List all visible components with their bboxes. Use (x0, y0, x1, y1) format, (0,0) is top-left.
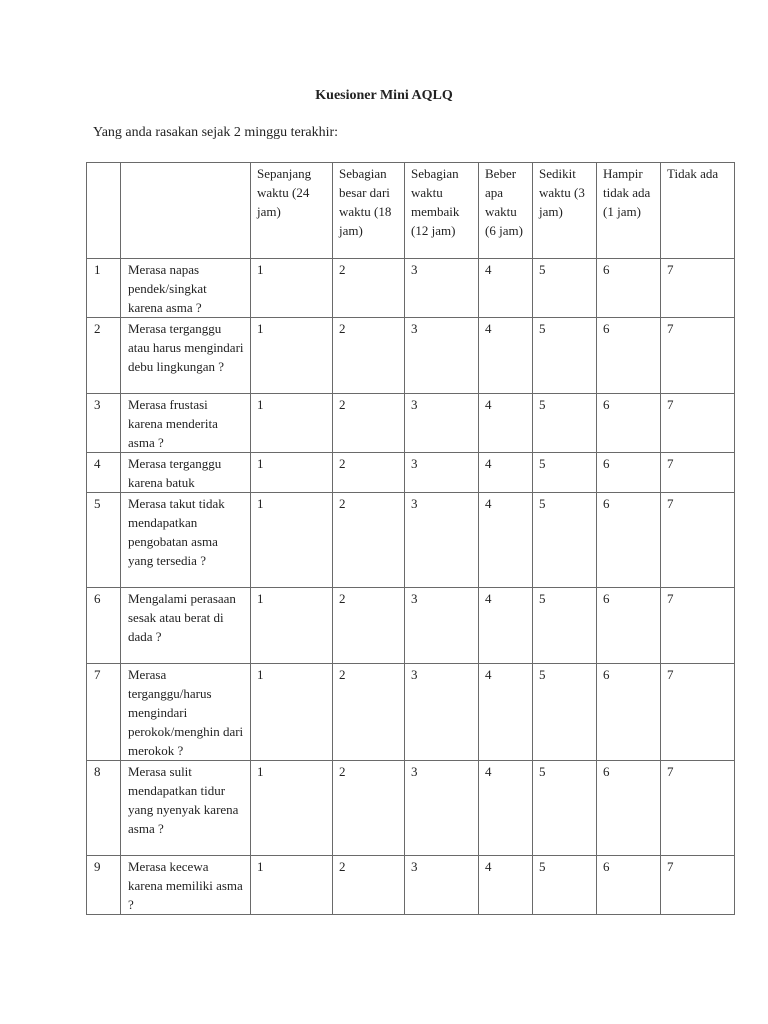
header-cell: Sebagian waktu membaik (12 jam) (405, 163, 479, 259)
score-option[interactable]: 4 (479, 259, 533, 318)
score-option[interactable]: 6 (597, 394, 661, 453)
item-question: Merasa terganggu karena batuk (121, 453, 251, 493)
table-row (87, 259, 735, 318)
score-option[interactable]: 2 (333, 588, 405, 664)
instruction-text: Yang anda rasakan sejak 2 minggu terakhir: (93, 125, 339, 140)
score-option[interactable]: 6 (597, 664, 661, 761)
score-option[interactable]: 6 (597, 493, 661, 588)
score-option[interactable]: 5 (533, 493, 597, 588)
score-option[interactable]: 2 (333, 761, 405, 856)
score-option[interactable]: 4 (479, 493, 533, 588)
item-question: Merasa terganggu/harus mengindari perokok/menghin dari merokok ? (121, 664, 251, 761)
item-number: 8 (87, 761, 121, 856)
header-cell: Hampir tidak ada (1 jam) (597, 163, 661, 259)
questionnaire-body (87, 163, 735, 915)
score-option[interactable]: 4 (479, 394, 533, 453)
item-number: 6 (87, 588, 121, 664)
score-option[interactable]: 2 (333, 856, 405, 915)
header-cell: Sepanjang waktu (24 jam) (251, 163, 333, 259)
score-option[interactable]: 5 (533, 259, 597, 318)
header-cell: Tidak ada (661, 163, 735, 259)
item-number: 4 (87, 453, 121, 493)
score-option[interactable]: 7 (661, 394, 735, 453)
score-option[interactable]: 7 (661, 664, 735, 761)
score-option[interactable]: 5 (533, 856, 597, 915)
score-option[interactable]: 7 (661, 259, 735, 318)
score-option[interactable]: 5 (533, 588, 597, 664)
item-number: 2 (87, 318, 121, 394)
score-option[interactable]: 6 (597, 761, 661, 856)
item-number: 1 (87, 259, 121, 318)
table-row (87, 493, 735, 588)
header-row (87, 163, 735, 259)
score-option[interactable]: 1 (251, 394, 333, 453)
score-option[interactable]: 2 (333, 453, 405, 493)
score-option[interactable]: 4 (479, 761, 533, 856)
table-row (87, 856, 735, 915)
score-option[interactable]: 1 (251, 493, 333, 588)
header-cell (121, 163, 251, 259)
score-option[interactable]: 2 (333, 664, 405, 761)
score-option[interactable]: 4 (479, 453, 533, 493)
score-option[interactable]: 6 (597, 318, 661, 394)
score-option[interactable]: 5 (533, 761, 597, 856)
score-option[interactable]: 6 (597, 588, 661, 664)
table-row (87, 588, 735, 664)
header-cell: Sedikit waktu (3 jam) (533, 163, 597, 259)
score-option[interactable]: 4 (479, 318, 533, 394)
score-option[interactable]: 3 (405, 493, 479, 588)
score-option[interactable]: 3 (405, 259, 479, 318)
score-option[interactable]: 6 (597, 856, 661, 915)
item-question: Merasa sulit mendapatkan tidur yang nyenyak karena asma ? (121, 761, 251, 856)
header-cell (87, 163, 121, 259)
score-option[interactable]: 3 (405, 761, 479, 856)
score-option[interactable]: 7 (661, 588, 735, 664)
questionnaire-table (86, 162, 735, 915)
header-cell: Beber apa waktu (6 jam) (479, 163, 533, 259)
score-option[interactable]: 7 (661, 453, 735, 493)
item-question: Mengalami perasaan sesak atau berat di dada ? (121, 588, 251, 664)
item-question: Merasa kecewa karena memiliki asma ? (121, 856, 251, 915)
score-option[interactable]: 3 (405, 588, 479, 664)
score-option[interactable]: 7 (661, 493, 735, 588)
score-option[interactable]: 4 (479, 856, 533, 915)
score-option[interactable]: 5 (533, 318, 597, 394)
table-row (87, 664, 735, 761)
score-option[interactable]: 5 (533, 664, 597, 761)
score-option[interactable]: 7 (661, 318, 735, 394)
table-row (87, 761, 735, 856)
score-option[interactable]: 5 (533, 394, 597, 453)
score-option[interactable]: 5 (533, 453, 597, 493)
score-option[interactable]: 2 (333, 394, 405, 453)
score-option[interactable]: 3 (405, 318, 479, 394)
item-number: 5 (87, 493, 121, 588)
score-option[interactable]: 1 (251, 664, 333, 761)
score-option[interactable]: 6 (597, 453, 661, 493)
score-option[interactable]: 1 (251, 259, 333, 318)
score-option[interactable]: 3 (405, 856, 479, 915)
item-question: Merasa takut tidak mendapatkan pengobatan asma yang tersedia ? (121, 493, 251, 588)
score-option[interactable]: 6 (597, 259, 661, 318)
item-question: Merasa napas pendek/singkat karena asma ? (121, 259, 251, 318)
score-option[interactable]: 2 (333, 493, 405, 588)
score-option[interactable]: 1 (251, 856, 333, 915)
table-row (87, 318, 735, 394)
table-row (87, 453, 735, 493)
score-option[interactable]: 1 (251, 588, 333, 664)
item-question: Merasa terganggu atau harus mengindari debu lingkungan ? (121, 318, 251, 394)
score-option[interactable]: 7 (661, 856, 735, 915)
score-option[interactable]: 1 (251, 453, 333, 493)
score-option[interactable]: 7 (661, 761, 735, 856)
item-number: 9 (87, 856, 121, 915)
header-cell: Sebagian besar dari waktu (18 jam) (333, 163, 405, 259)
score-option[interactable]: 4 (479, 664, 533, 761)
score-option[interactable]: 4 (479, 588, 533, 664)
score-option[interactable]: 1 (251, 761, 333, 856)
score-option[interactable]: 2 (333, 259, 405, 318)
score-option[interactable]: 3 (405, 664, 479, 761)
score-option[interactable]: 3 (405, 453, 479, 493)
score-option[interactable]: 1 (251, 318, 333, 394)
item-question: Merasa frustasi karena menderita asma ? (121, 394, 251, 453)
document-title: Kuesioner Mini AQLQ (315, 88, 453, 103)
table-row (87, 394, 735, 453)
item-number: 3 (87, 394, 121, 453)
score-option[interactable]: 3 (405, 394, 479, 453)
score-option[interactable]: 2 (333, 318, 405, 394)
item-number: 7 (87, 664, 121, 761)
